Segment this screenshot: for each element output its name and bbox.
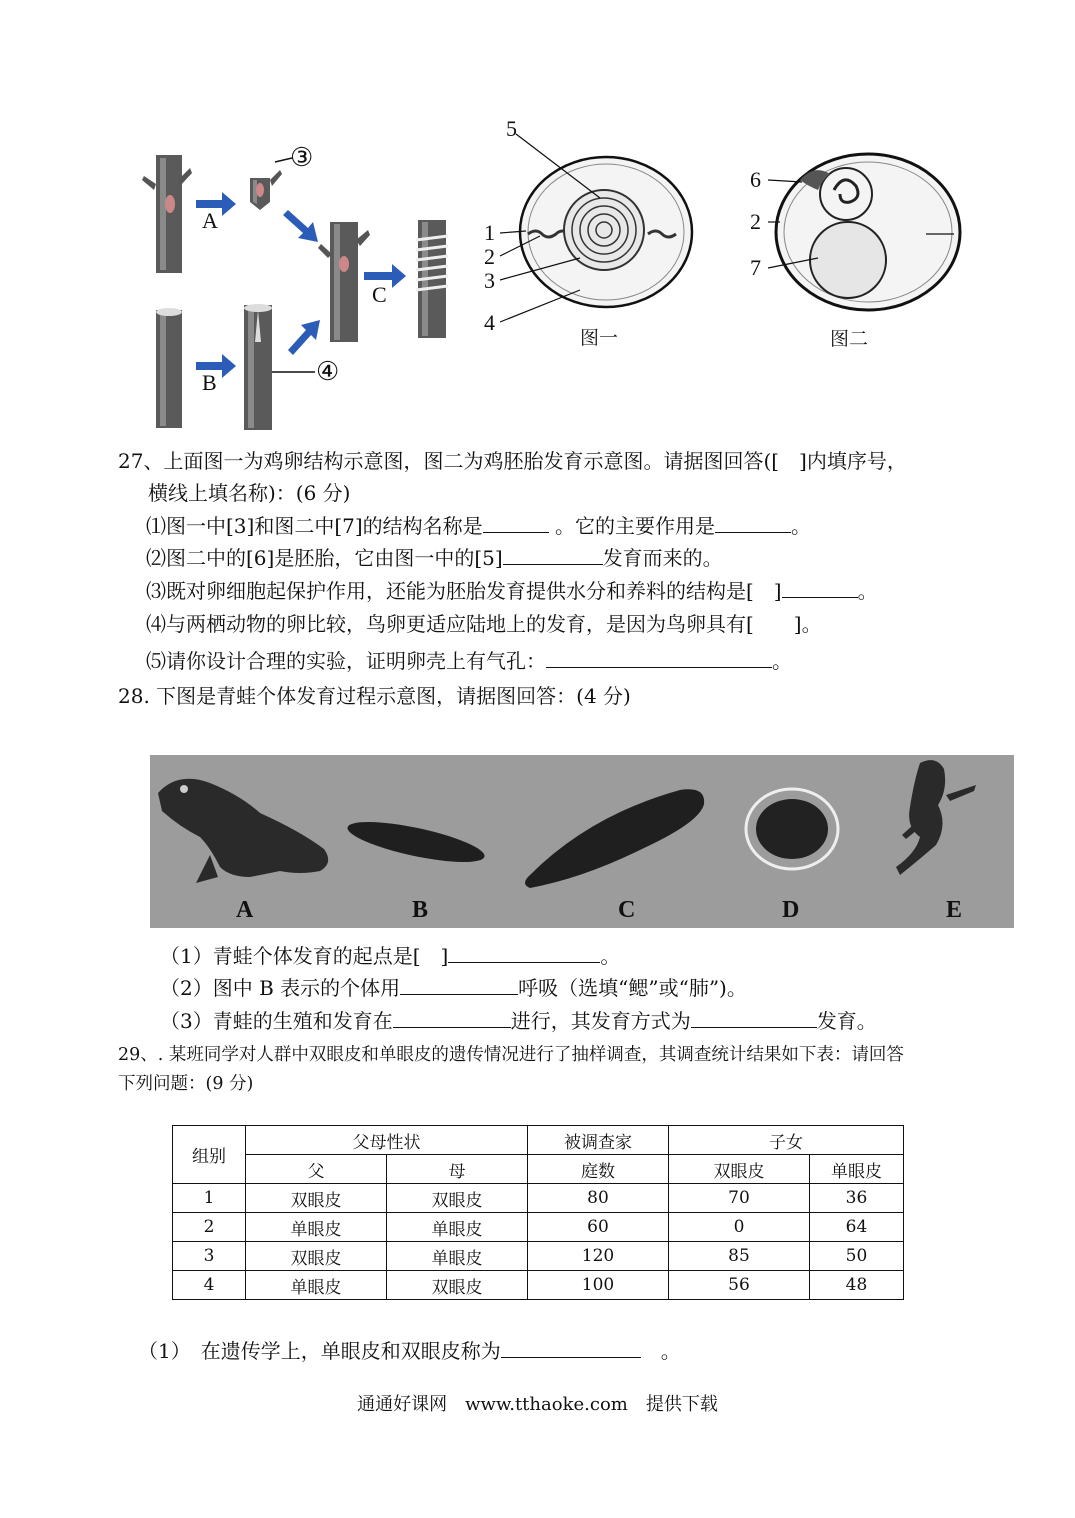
label-a: A	[202, 208, 218, 233]
grafted-branch	[318, 222, 370, 342]
q28-part-1	[160, 943, 620, 969]
table-row	[173, 1271, 904, 1300]
q28-p3-text-a: （3）青蛙的生殖和发育在	[160, 1009, 393, 1033]
q27-p5-text-b: 。	[772, 649, 792, 673]
q28-p3-blank-1[interactable]	[393, 1009, 511, 1028]
embryo-development-figure	[740, 150, 970, 360]
label-c: C	[372, 282, 387, 307]
cell: 4	[173, 1271, 246, 1300]
cell: 100	[528, 1271, 669, 1300]
footer-credit: 通通好课网 www.tthaoke.com 提供下载	[357, 1394, 718, 1415]
q28-part-3	[160, 1008, 877, 1034]
frog-development-figure	[150, 755, 1014, 928]
cell: 双眼皮	[387, 1271, 528, 1300]
table-row	[173, 1242, 904, 1271]
label-3: ③	[290, 143, 314, 172]
q29-p1-text-a: （1） 在遗传学上，单眼皮和双眼皮称为	[138, 1339, 501, 1363]
header-double-eyelid: 双眼皮	[669, 1155, 810, 1184]
q27-p1-text-a: ⑴图一中[3]和图二中[7]的结构名称是	[146, 514, 483, 538]
cell: 3	[173, 1242, 246, 1271]
q27-p1-blank-1[interactable]	[483, 514, 549, 533]
frog-stage-d	[746, 789, 838, 869]
q27-part-5	[146, 648, 792, 674]
q27-p3-text-b: 。	[857, 579, 878, 603]
cell: 2	[173, 1213, 246, 1242]
bound-graft	[416, 220, 448, 338]
frog-label-e: E	[946, 897, 963, 923]
egg-label-1: 1	[484, 220, 495, 245]
header-children: 子女	[669, 1126, 904, 1155]
cell: 80	[528, 1184, 669, 1213]
header-single-eyelid: 单眼皮	[810, 1155, 904, 1184]
branch-b	[156, 308, 182, 428]
egg-label-4: 4	[484, 310, 495, 335]
q28-p3-blank-2[interactable]	[691, 1009, 817, 1028]
q28-stem: 28. 下图是青蛙个体发育过程示意图，请据图回答：(4 分)	[118, 684, 631, 708]
cell: 120	[528, 1242, 669, 1271]
q29-p1-text-b: 。	[660, 1339, 681, 1363]
embryo-label-2: 2	[750, 209, 761, 234]
q27-p5-blank[interactable]	[546, 649, 772, 668]
header-group: 组别	[173, 1126, 246, 1184]
q28-p2-text-b: 呼吸（选填“鳃”或“肺”)。	[518, 976, 747, 1000]
q27-p2-text-b: 发育而来的。	[602, 546, 723, 570]
arrow-down-right	[283, 210, 318, 242]
frog-label-b: B	[412, 897, 429, 923]
q28-p1-text-b: 。	[600, 944, 621, 968]
embryo-label-7: 7	[750, 255, 761, 280]
table-row	[173, 1213, 904, 1242]
arrow-up-right	[288, 320, 320, 355]
cell: 单眼皮	[246, 1213, 387, 1242]
grafting-diagram	[120, 140, 460, 435]
cell: 60	[528, 1213, 669, 1242]
header-parents: 父母性状	[246, 1126, 528, 1155]
egg-label-5: 5	[506, 118, 517, 141]
cell: 双眼皮	[246, 1184, 387, 1213]
cell: 1	[173, 1184, 246, 1213]
branch-a	[142, 155, 192, 273]
q27-stem-2: 横线上填名称)：(6 分)	[148, 481, 351, 505]
q28-p3-text-b: 进行，其发育方式为	[510, 1009, 691, 1033]
cell: 单眼皮	[387, 1213, 528, 1242]
egg-label-3: 3	[484, 268, 495, 293]
q28-p3-text-c: 发育。	[816, 1009, 877, 1033]
q29-part-1	[138, 1338, 681, 1364]
header-families-2: 庭数	[528, 1155, 669, 1184]
cell: 85	[669, 1242, 810, 1271]
cell: 单眼皮	[387, 1242, 528, 1271]
cell: 48	[810, 1271, 904, 1300]
q27-p3-text-a: ⑶既对卵细胞起保护作用，还能为胚胎发育提供水分和养料的结构是[ ]	[146, 579, 782, 603]
frog-label-d: D	[782, 897, 800, 923]
q28-p2-blank[interactable]	[400, 976, 518, 995]
cell: 50	[810, 1242, 904, 1271]
figure-1-caption: 图一	[580, 327, 619, 349]
header-families-1: 被调查家	[528, 1126, 669, 1155]
q27-p5-text-a: ⑸请你设计合理的实验，证明卵壳上有气孔：	[146, 649, 546, 673]
q27-stem-1: 27、上面图一为鸡卵结构示意图，图二为鸡胚胎发育示意图。请据图回答([ ]内填序号，	[118, 449, 907, 473]
cell: 双眼皮	[387, 1184, 528, 1213]
q28-p1-blank[interactable]	[448, 944, 600, 963]
eyelid-survey-table	[172, 1125, 904, 1300]
q27-p2-blank[interactable]	[503, 546, 603, 565]
egg-label-2: 2	[484, 244, 495, 269]
q29-p1-blank[interactable]	[501, 1339, 641, 1358]
q28-p2-text-a: （2）图中 B 表示的个体用	[160, 976, 401, 1000]
q29-stem-2: 下列问题：(9 分)	[118, 1074, 254, 1094]
frog-label-a: A	[236, 897, 254, 923]
embryo-label-6: 6	[750, 167, 761, 192]
cell: 单眼皮	[246, 1271, 387, 1300]
label-4: ④	[316, 357, 340, 386]
figure-2-caption: 图二	[830, 328, 869, 350]
header-father: 父	[246, 1155, 387, 1184]
table-row	[173, 1184, 904, 1213]
q29-stem-1: 29、. 某班同学对人群中双眼皮和单眼皮的遗传情况进行了抽样调查，其调查统计结果如下表：请回答	[118, 1045, 904, 1065]
cell: 64	[810, 1213, 904, 1242]
header-mother: 母	[387, 1155, 528, 1184]
q28-part-2	[160, 975, 747, 1001]
stock-4	[244, 304, 315, 430]
q27-p3-blank[interactable]	[782, 579, 858, 598]
q27-part-1	[146, 513, 811, 539]
cell: 56	[669, 1271, 810, 1300]
q27-p1-blank-2[interactable]	[715, 514, 791, 533]
frog-label-c: C	[618, 897, 636, 923]
q27-p1-text-b: 。它的主要作用是	[555, 514, 716, 538]
cell: 双眼皮	[246, 1242, 387, 1271]
cell: 70	[669, 1184, 810, 1213]
cell: 36	[810, 1184, 904, 1213]
q27-part-3	[146, 578, 878, 604]
scion-3	[250, 158, 292, 210]
q27-part-4: ⑷与两栖动物的卵比较，鸟卵更适应陆地上的发育，是因为鸟卵具有[ ]。	[146, 612, 822, 636]
q28-p1-text-a: （1）青蛙个体发育的起点是[ ]	[160, 944, 449, 968]
q27-p1-text-c: 。	[791, 514, 812, 538]
q27-p2-text-a: ⑵图二中的[6]是胚胎，它由图一中的[5]	[146, 546, 503, 570]
label-b: B	[202, 370, 217, 395]
egg-structure-figure	[480, 118, 710, 358]
cell: 0	[669, 1213, 810, 1242]
q27-part-2	[146, 545, 723, 571]
